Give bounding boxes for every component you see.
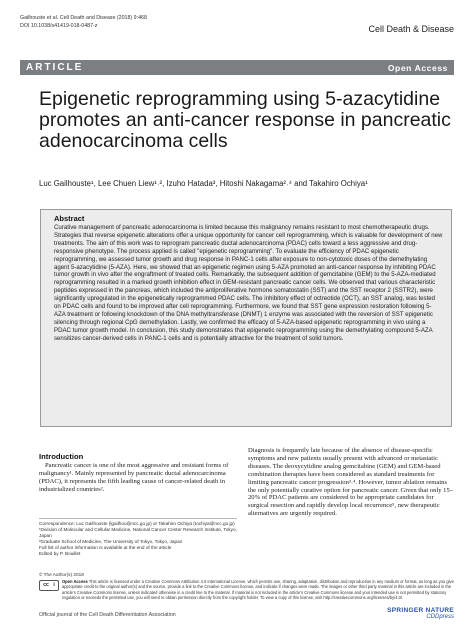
footnote-divider: [39, 518, 237, 519]
publisher-logo: [387, 607, 454, 620]
author-list[interactable]: Luc Gailhouste¹, Lee Chuen Liew¹˒², Izuho Hatada³, Hitoshi Nakagama²˒⁴ and Takahiro Ochiya¹: [39, 179, 368, 188]
open-access-label: Open Access: [387, 63, 448, 73]
cc-icon: cc: [43, 582, 49, 588]
abstract-box: [40, 209, 452, 427]
footnotes: [39, 521, 237, 557]
abstract-heading: Abstract: [54, 214, 85, 223]
doi-line[interactable]: DOI 10.1038/s41419-018-0487-z: [20, 22, 98, 29]
body-right-column: [248, 447, 454, 518]
introduction-heading: Introduction: [39, 452, 84, 461]
cc-license-icon[interactable]: [39, 580, 59, 591]
editor-note: Edited by P. Bouillet: [39, 551, 81, 556]
copyright-line: © The Author(s) 2018: [39, 572, 84, 577]
attribution-icon: i: [53, 582, 55, 588]
abstract-text: Curative management of pancreatic adenocarcinoma is limited because this malignancy remains resistant to most chemotherapeutic drugs. Strategies that reverse epigenetic alterations offer a unique opportunity for cancer cell reprogramming, which is valuable for development of new treatments. The aim of this work was to reprogram pancreatic ductal adenocarcinoma (PDAC) cells toward a less aggressive and drug-responsive phenotype. The process applied is called "epigenetic reprogramming". To evaluate the efficiency of PDAC epigenetic reprogramming, we assessed tumor growth and drug response in PANC-1 cells after exposure to non-cytotoxic doses of the demethylating agent 5-azacytidine (5-AZA). Here, we showed that an epigenetic regimen using 5-AZA promoted an anti-cancer response by inhibiting PDAC tumor growth in vivo after the engraftment of treated cells. Remarkably, the subsequent addition of gemcitabine (GEM) to the 5-AZA-mediated reprogramming resulted in a marked growth inhibition effect in GEM-resistant pancreatic cancer cells. We observed that various characteristic peptides expressed in the pancreas, which included the antiproliferative hormone somatostatin (SST) and the SST receptor 2 (SSTR2), were significantly upregulated in the epigenetically reprogrammed PDAC cells. The inhibitory effect of octreotide (OCT), an SST analog, was tested on PDAC cells and found to be improved after cell reprogramming. Furthermore, we found that SST gene expression restoration following 5-AZA treatment or following knockdown of the DNA methyltransferase (DNMT) 1 enzyme was associated with the reversion of SST epigenetic silencing through regional CpG demethylation. Lastly, we confirmed the efficacy of 5-AZA-based epigenetic reprogramming in vivo using a PDAC tumor growth model. In conclusion, this study demonstrates that epigenetic reprogramming using the demethylating compound 5-AZA sensitizes cancer-derived cells in PANC-1 cells and is potentially attractive for the treatment of solid tumors.: [54, 224, 443, 342]
springer-nature-logo: SPRINGER NATURE: [387, 607, 454, 614]
citation-line: Gailhouste et al. Cell Death and Disease (2018) 9:468: [20, 15, 147, 21]
license-text: [62, 579, 454, 601]
body-paragraph: Diagnosis is frequently late because of the absence of disease-specific symptoms and new patients usually present with advanced or metastatic diseases. The deoxycytidine analog gemcitabine (GEM) and GEM-based combination therapies have been considered as standard treatments for limiting pancreatic cancer progression³˒⁴. However, tumor ablation remains the only potentially curative option for pancreatic cancer. Given that only 15–20% of PDAC patients are considered to be appropriate candidates for surgical resection and rapidly develop local recurrence⁵, new therapeutic alternatives are urgently required.: [248, 447, 454, 518]
affiliation-1: ¹Division of Molecular and Cellular Medicine, National Cancer Center Research Institute, Tokyo, Japan: [39, 527, 237, 538]
license-body[interactable]: This article is licensed under a Creative Commons Attribution 4.0 International License, which permits use, sharing, adaptation, distribution and reproduction in any medium or format, as long as you give appropriate credit to the original author(s) and the source, provide a link to the Creative Commons license, and indicate if changes were made. The images or other third party material in this article are included in the article's Creative Commons license, unless indicated otherwise in a credit line to the material. If material is not included in the article's Creative Commons license and your intended use is not permitted by statutory regulation or exceeds the permitted use, you will need to obtain permission directly from the copyright holder. To view a copy of this license, visit http://creativecommons.org/licenses/by/4.0/.: [62, 579, 454, 601]
cddpress-logo: CDDpress: [426, 614, 454, 620]
article-banner: [20, 60, 454, 75]
introduction-section: [39, 452, 237, 494]
article-title: Epigenetic reprogramming using 5-azacytidine promotes an anti-cancer response in pancreatic adenocarcinoma cells: [39, 88, 451, 152]
affiliation-note: Full list of author information is available at the end of the article: [39, 545, 172, 550]
affiliation-2: ²Graduate School of Medicine, The University of Tokyo, Tokyo, Japan: [39, 539, 183, 544]
introduction-text: Pancreatic cancer is one of the most aggressive and resistant forms of malignancy¹. Mainly represented by pancreatic ductal adenocarcinoma (PDAC), it represents the fifth leading cause of cancer-related death in industrialized countries².: [39, 462, 229, 493]
license-lead: Open Access: [62, 579, 88, 584]
journal-name: Cell Death & Disease: [368, 24, 454, 34]
journal-footer: Official journal of the Cell Death Differentiation Association: [39, 612, 176, 618]
citation-header: [20, 15, 147, 30]
article-type-label: ARTICLE: [26, 62, 84, 73]
correspondence-note[interactable]: Correspondence: Luc Gailhouste (lgailhou@ncc.go.jp) or Takahiro Ochiya (tochiya@ncc.go.jp): [39, 521, 235, 526]
